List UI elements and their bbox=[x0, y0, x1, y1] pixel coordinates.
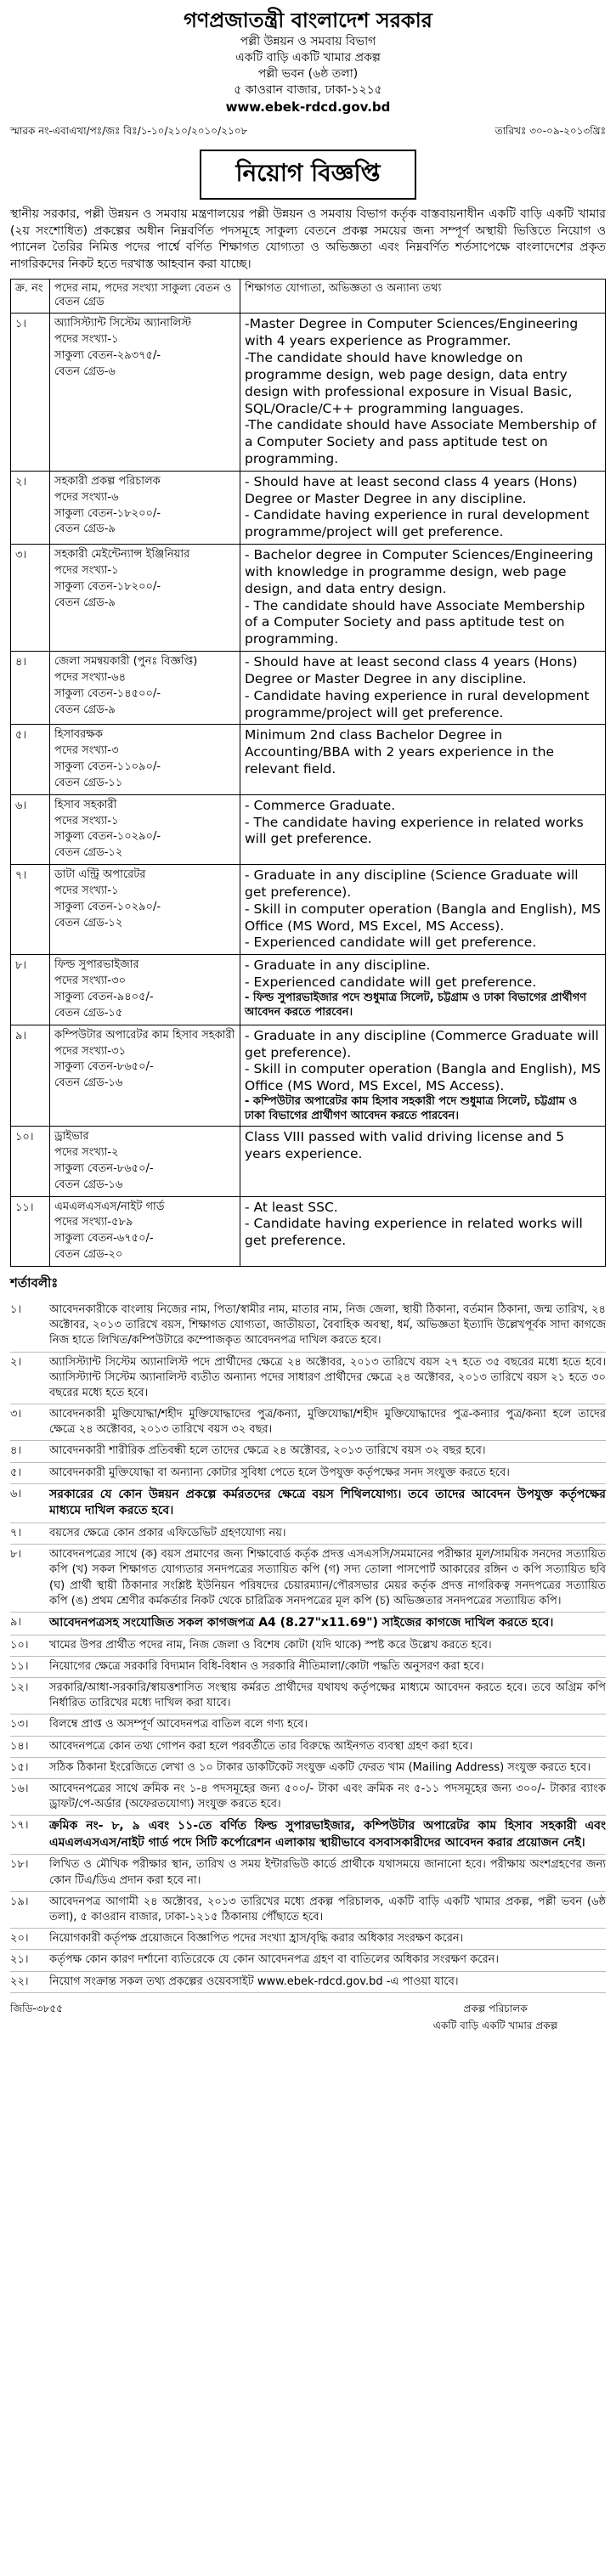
qualification-line: - The candidate having experience in related works will get preference. bbox=[245, 814, 584, 847]
term-text: নিয়োগের ক্ষেত্রে সরকারি বিদ্যমান বিধি-বিধান ও সরকারি নীতিমালা/কোটা পদ্ধতি অনুসরণ করা হবে। bbox=[49, 1659, 484, 1673]
qualification-line: -Master Degree in Computer Sciences/Engineering with 4 years experience as Programmer. bbox=[245, 316, 579, 349]
post-detail: পদের সংখ্যা-১ bbox=[54, 563, 119, 577]
post-detail: পদের সংখ্যা-৩০ bbox=[54, 974, 127, 988]
table-row bbox=[11, 794, 606, 864]
post-detail: বেতন গ্রেড-৯ bbox=[54, 703, 116, 716]
term-text: বিলম্বে প্রাপ্ত ও অসম্পূর্ণ আবেদনপত্র বাতিল বলে গণ্য হবে। bbox=[49, 1718, 308, 1731]
table-row bbox=[11, 652, 606, 725]
row-serial: ৫। bbox=[11, 725, 50, 794]
term-text: সঠিক ঠিকানা ইংরেজিতে লেখা ও ১০ টাকার ডাকটিকেট সংযুক্ত একটি ফেরত খাম (Mailing Address) সংযুক্ত করতে হবে। bbox=[49, 1760, 591, 1774]
row-qualification bbox=[240, 1196, 606, 1266]
term-number: ১৯। bbox=[10, 1895, 29, 1908]
row-post-details bbox=[50, 471, 240, 544]
qualification-line: -The candidate should have Associate Membership of a Computer Society and pass aptitude test on programming. bbox=[245, 417, 596, 466]
row-serial: ৪। bbox=[11, 652, 50, 725]
post-detail: সাকুল্য বেতন-২৯৩৭৫/- bbox=[54, 349, 161, 363]
office-address: ৫ কাওরান বাজার, ঢাকা-১২১৫ bbox=[234, 83, 382, 98]
term-item bbox=[10, 1635, 606, 1657]
row-serial: ২। bbox=[11, 471, 50, 544]
term-number: ১১। bbox=[10, 1659, 29, 1673]
term-text: লিখিত ও মৌখিক পরীক্ষার স্থান, তারিখ ও সময় ইন্টারভিউ কার্ডে প্রার্থীকে যথাসময়ে জানানো হবে। পরীক্ষায় অংশগ্রহণের জন্য কোন টিএ/ডিএ প্রদান করা হবে না। bbox=[49, 1858, 606, 1887]
post-detail: বেতন গ্রেড-১১ bbox=[54, 776, 123, 789]
qualification-line: - কম্পিউটার অপারেটর কাম হিসাব সহকারী পদে শুধুমাত্র সিলেট, চট্টগ্রাম ও ঢাকা বিভাগের প্রার্থীগণ আবেদন করতে পারবেন। bbox=[245, 1094, 578, 1122]
qualification-line: - At least SSC. bbox=[245, 1199, 338, 1215]
row-post-details bbox=[50, 545, 240, 652]
row-post-details bbox=[50, 1127, 240, 1196]
post-detail: সাকুল্য বেতন-৬৭৫০/- bbox=[54, 1232, 154, 1246]
term-number: ৫। bbox=[10, 1466, 22, 1479]
row-post-details bbox=[50, 1025, 240, 1127]
term-text: ক্রমিক নং- ৮, ৯ এবং ১১-তে বর্ণিত ফিল্ড সুপারভাইজার, কম্পিউটার অপারেটর কাম হিসাব সহকারী এবং এমএলএসএস/নাইট গার্ড পদে সিটি কর্পোরেশন এলাকায় স্থায়ীভাবে বসবাসকারীদের আবেদন করার প্রয়োজন নেই। bbox=[49, 1819, 606, 1850]
signatory bbox=[385, 2002, 606, 2036]
row-post-details bbox=[50, 725, 240, 794]
term-number: ১৩। bbox=[10, 1718, 29, 1731]
government-name: গণপ্রজাতন্ত্রী বাংলাদেশ সরকার bbox=[184, 8, 432, 32]
post-detail: সাকুল্য বেতন-৯৪০৫/- bbox=[54, 990, 154, 1003]
term-text: আবেদনকারীকে বাংলায় নিজের নাম, পিতা/স্বামীর নাম, মাতার নাম, নিজ জেলা, স্থায়ী ঠিকানা, বর্তমান ঠিকানা, জন্ম তারিখ, ২৪ অক্টোবর, ২০১৩ তারিখে বয়স, শিক্ষাগত যোগ্যতা, জাতীয়তা, বৈবাহিক অবস্থা, ধর্ম, অভিজ্ঞতা ইত্যাদি উল্লেখপূর্বক সাদা কাগজে নিজ হাতে লিখিত/কম্পিউটারে কম্পোজকৃত আবেদনপত্র দাখিল করতে হবে। bbox=[49, 1302, 606, 1347]
post-detail: বেতন গ্রেড-১৬ bbox=[54, 1178, 123, 1191]
row-qualification bbox=[240, 1127, 606, 1196]
memo-number: স্মারক নং-এবাএখা/পঃ/জঃ বিঃ/১-১০/২১০/২০১০/২১০৮ bbox=[10, 125, 248, 138]
term-item bbox=[10, 1353, 606, 1405]
term-text: নিয়োগকারী কর্তৃপক্ষ প্রয়োজনে বিজ্ঞাপিত পদের সংখ্যা হ্রাস/বৃদ্ধি করার অধিকার সংরক্ষণ করেন। bbox=[49, 1932, 464, 1946]
term-item bbox=[10, 1929, 606, 1950]
post-name: ড্রাইভার bbox=[54, 1130, 89, 1144]
table-header-row bbox=[11, 279, 606, 314]
row-qualification bbox=[240, 794, 606, 864]
row-post-details bbox=[50, 955, 240, 1025]
term-item bbox=[10, 1816, 606, 1855]
term-text: সরকারি/আধা-সরকারি/স্বায়ত্তশাসিত সংস্থায় কর্মরত প্রার্থীদের যথাযথ কর্তৃপক্ষের মাধ্যমে আবেদন করতে হবে। তবে অগ্রিম কপি নির্ধারিত তারিখের মধ্যে দাখিল করা যাবে। bbox=[49, 1681, 606, 1710]
qualification-line: - Should have at least second class 4 years (Hons) Degree or Master Degree in any discipline. bbox=[245, 654, 578, 686]
term-number: ৬। bbox=[10, 1487, 22, 1500]
qualification-line: - Candidate having experience in related works will get preference. bbox=[245, 1216, 583, 1249]
term-text: সরকারের যে কোন উন্নয়ন প্রকল্পে কর্মরতদের ক্ষেত্রে বয়স শিথিলযোগ্য। তবে তাদের আবেদন উপযুক্ত কর্তৃপক্ষের মাধ্যমে দাখিল করতে হবে। bbox=[49, 1487, 606, 1518]
row-post-details bbox=[50, 652, 240, 725]
intro-paragraph: স্থানীয় সরকার, পল্লী উন্নয়ন ও সমবায় মন্ত্রণালয়ের পল্লী উন্নয়ন ও সমবায় বিভাগ কর্তৃক বাস্তবায়নাধীন একটি বাড়ি একটি খামার (২য় সংশোধিত) প্রকল্পের অধীন নিম্নবর্ণিত পদসমূহে সাকুল্য বেতনে প্রকল্প সময়ের জন্য সম্পূর্ণ অস্থায়ী ভিত্তিতে নিয়োগ ও প্যানেল তৈরির নিমিত্ত পদের পার্শ্বে বর্ণিত শিক্ষাগত যোগ্যতা ও অভিজ্ঞতা এবং নিম্নবর্ণিত শর্তসাপেক্ষে বাংলাদেশের প্রকৃত নাগরিকদের নিকট হতে দরখাস্ত আহবান করা যাচ্ছে। bbox=[10, 207, 606, 271]
row-serial: ১০। bbox=[11, 1127, 50, 1196]
terms-list bbox=[10, 1300, 606, 1993]
term-item bbox=[10, 1737, 606, 1758]
table-row bbox=[11, 1127, 606, 1196]
term-text: আবেদনপত্রের সাথে (ক) বয়স প্রমাণের জন্য শিক্ষাবোর্ড কর্তৃক প্রদত্ত এসএসসি/সমমানের পরীক্ষার মূল/সাময়িক সনদের সত্যায়িত কপি (খ) সকল শিক্ষাগত যোগ্যতার সনদপত্রের সত্যায়িত কপি (গ) সদ্য তোলা পাসপোর্ট আকারের রঙ্গিন ৩ কপি সত্যায়িত ছবি (ঘ) প্রার্থী স্থায়ী ঠিকানার সংশ্লিষ্ট ইউনিয়ন পরিষদের চেয়ারম্যান/পৌরসভার মেয়র কর্তৃক প্রদত্ত নাগরিকত্ব সনদপত্রের সত্যায়িত কপি (ঙ) প্রথম শ্রেণীর কর্মকর্তার নিকট থেকে চারিত্রিক সনদপত্রের মূল কপি (চ) অভিজ্ঞতার সনদপত্রের সত্যায়িত কপি। bbox=[49, 1548, 606, 1607]
term-item bbox=[10, 1950, 606, 1971]
post-detail: পদের সংখ্যা-৫৮৯ bbox=[54, 1216, 133, 1229]
post-detail: সাকুল্য বেতন-১১০৯০/- bbox=[54, 760, 161, 774]
qualification-line: - Skill in computer operation (Bangla and English), MS Office (MS Word, MS Excel, MS Access). bbox=[245, 901, 602, 934]
qualification-line: - Bachelor degree in Computer Sciences/Engineering with knowledge in programme design, web page design, and data entry design. bbox=[245, 547, 594, 596]
term-text: বয়সের ক্ষেত্রে কোন প্রকার এফিডেভিট গ্রহণযোগ্য নয়। bbox=[49, 1527, 286, 1540]
term-item bbox=[10, 1441, 606, 1462]
term-item bbox=[10, 1463, 606, 1484]
signature-block bbox=[10, 2002, 606, 2036]
table-body bbox=[11, 314, 606, 1267]
qualification-line: -The candidate should have knowledge on programme design, web page design, data entry design with professional exposure in Visual Basic, SQL/Oracle/C++ programming languages. bbox=[245, 350, 573, 416]
term-number: ৯। bbox=[10, 1615, 22, 1629]
table-row bbox=[11, 865, 606, 955]
post-detail: বেতন গ্রেড-৯ bbox=[54, 596, 116, 609]
term-text: আবেদনকারী মুক্তিযোদ্ধা বা অন্যান্য কোটার সুবিধা পেতে হলে উপযুক্ত কর্তৃপক্ষের সনদ সংযুক্ত করতে হবে। bbox=[49, 1466, 510, 1479]
term-item bbox=[10, 1404, 606, 1441]
row-qualification bbox=[240, 652, 606, 725]
post-name: ফিল্ড সুপারভাইজার bbox=[54, 958, 139, 972]
post-detail: সাকুল্য বেতন-১৮২০০/- bbox=[54, 579, 161, 593]
term-number: ১৫। bbox=[10, 1760, 29, 1774]
post-name: জেলা সমন্বয়কারী (পুনঃ বিজ্ঞপ্তি) bbox=[54, 655, 198, 669]
qualification-line: Class VIII passed with valid driving license and 5 years experience. bbox=[245, 1129, 565, 1162]
post-detail: পদের সংখ্যা-১ bbox=[54, 333, 119, 347]
term-item bbox=[10, 1657, 606, 1678]
term-number: ১। bbox=[10, 1302, 22, 1316]
post-detail: পদের সংখ্যা-৬৪ bbox=[54, 670, 127, 684]
project-name: একটি বাড়ি একটি খামার প্রকল্প bbox=[235, 51, 381, 65]
term-item bbox=[10, 1523, 606, 1545]
term-text: অ্যাসিস্ট্যান্ট সিস্টেম অ্যানালিস্ট পদে প্রার্থীদের ক্ষেত্রে ২৪ অক্টোবর, ২০১৩ তারিখে বয়স ২৭ হতে ৩৫ বছরের মধ্যে হতে হবে। অ্যাসিস্ট্যান্ট সিস্টেম অ্যানালিস্ট ব্যতীত অন্যান্য পদের সাধারণ প্রার্থীদের ক্ষেত্রে ২৪ অক্টোবর, ২০১৩ তারিখে বয়স ২১ হতে ৩০ বছরের মধ্যে হতে হবে। bbox=[49, 1355, 606, 1399]
qualification-line: - The candidate should have Associate Membership of a Computer Society and pass aptitude test on programming. bbox=[245, 597, 585, 647]
post-detail: পদের সংখ্যা-১ bbox=[54, 814, 119, 828]
post-detail: পদের সংখ্যা-৩ bbox=[54, 744, 119, 758]
term-item bbox=[10, 1678, 606, 1715]
table-row bbox=[11, 725, 606, 794]
signatory-project: একটি বাড়ি একটি খামার প্রকল্প bbox=[432, 2019, 558, 2031]
term-number: ১৭। bbox=[10, 1819, 29, 1833]
row-qualification bbox=[240, 725, 606, 794]
term-number: ৩। bbox=[10, 1408, 22, 1421]
term-item bbox=[10, 1972, 606, 1993]
gd-code: জিডি-৩৮৫৫ bbox=[10, 2002, 63, 2014]
post-detail: বেতন গ্রেড-২০ bbox=[54, 1248, 123, 1262]
post-detail: সাকুল্য বেতন-১৮২০০/- bbox=[54, 506, 161, 520]
post-detail: বেতন গ্রেড-৬ bbox=[54, 364, 116, 378]
table-row bbox=[11, 314, 606, 471]
row-post-details bbox=[50, 1196, 240, 1266]
header-qualification: শিক্ষাগত যোগ্যতা, অভিজ্ঞতা ও অন্যান্য তথ্য bbox=[240, 279, 606, 314]
term-text: খামের উপর প্রার্থীত পদের নাম, নিজ জেলা ও বিশেষ কোটা (যদি থাকে) স্পষ্ট করে উল্লেখ করতে হবে। bbox=[49, 1638, 492, 1652]
post-name: হিসাব সহকারী bbox=[54, 798, 117, 811]
header-post: পদের নাম, পদের সংখ্যা সাকুল্য বেতন ও বেতন গ্রেড bbox=[50, 279, 240, 314]
post-name: অ্যাসিস্ট্যান্ট সিস্টেম অ্যানালিস্ট bbox=[54, 317, 192, 330]
term-number: ৪। bbox=[10, 1444, 22, 1458]
post-detail: সাকুল্য বেতন-১০২৯০/- bbox=[54, 830, 161, 844]
post-detail: পদের সংখ্যা-৩১ bbox=[54, 1044, 127, 1058]
term-item bbox=[10, 1613, 606, 1635]
title-wrapper bbox=[10, 150, 606, 200]
post-detail: সাকুল্য বেতন-৮৬৫০/- bbox=[54, 1161, 154, 1175]
row-qualification bbox=[240, 545, 606, 652]
row-post-details bbox=[50, 314, 240, 471]
letterhead bbox=[10, 7, 606, 116]
table-row bbox=[11, 955, 606, 1025]
row-qualification bbox=[240, 865, 606, 955]
post-detail: পদের সংখ্যা-১ bbox=[54, 884, 119, 897]
term-text: আবেদনকারী শারীরিক প্রতিবন্ধী হলে তাদের ক্ষেত্রে ২৪ অক্টোবর, ২০১৩ তারিখে বয়স ৩২ বছর হবে। bbox=[49, 1444, 486, 1458]
post-name: হিসাবরক্ষক bbox=[54, 728, 103, 742]
row-serial: ৩। bbox=[11, 545, 50, 652]
post-detail: বেতন গ্রেড-৯ bbox=[54, 523, 116, 536]
post-detail: সাকুল্য বেতন-১০২৯০/- bbox=[54, 900, 161, 913]
table-row bbox=[11, 1196, 606, 1266]
post-name: এমএলএসএস/নাইট গার্ড bbox=[54, 1200, 165, 1213]
qualification-line: - Graduate in any discipline (Commerce Graduate will get preference). bbox=[245, 1027, 599, 1060]
ministry-name: পল্লী উন্নয়ন ও সমবায় বিভাগ bbox=[240, 35, 376, 49]
row-serial: ১। bbox=[11, 314, 50, 471]
row-qualification bbox=[240, 314, 606, 471]
row-post-details bbox=[50, 865, 240, 955]
term-number: ২। bbox=[10, 1355, 22, 1369]
header-serial: ক্র. নং bbox=[11, 279, 50, 314]
term-text: আবেদনপত্রে কোন তথ্য গোপন করা হলে পরবর্তীতে তার বিরুদ্ধে আইনগত ব্যবস্থা গ্রহণ করা হবে। bbox=[49, 1739, 473, 1753]
qualification-line: - Candidate having experience in rural development programme/project will get preference. bbox=[245, 507, 590, 540]
row-post-details bbox=[50, 794, 240, 864]
vacancy-table bbox=[10, 279, 606, 1267]
qualification-line: - Experienced candidate will get preference. bbox=[245, 935, 537, 951]
term-number: ১৮। bbox=[10, 1858, 29, 1872]
term-number: ১২। bbox=[10, 1681, 29, 1694]
term-text: আবেদনপত্র আগামী ২৪ অক্টোবর, ২০১৩ তারিখের মধ্যে প্রকল্প পরিচালক, একটি বাড়ি একটি খামার প্রকল্প, পল্লী ভবন (৬ষ্ঠ তলা), ৫ কাওরান বাজার, ঢাকা-১২১৫ ঠিকানায় পৌঁছাতে হবে। bbox=[49, 1895, 606, 1924]
term-text: নিয়োগ সংক্রান্ত সকল তথ্য প্রকল্পের ওয়েবসাইট www.ebek-rdcd.gov.bd -এ পাওয়া যাবে। bbox=[49, 1974, 459, 1988]
term-number: ১৪। bbox=[10, 1739, 29, 1753]
post-detail: বেতন গ্রেড-১২ bbox=[54, 846, 123, 860]
row-qualification bbox=[240, 1025, 606, 1127]
term-number: ১৬। bbox=[10, 1782, 29, 1795]
row-serial: ৬। bbox=[11, 794, 50, 864]
post-detail: বেতন গ্রেড-১৬ bbox=[54, 1076, 123, 1090]
table-row bbox=[11, 471, 606, 544]
term-item bbox=[10, 1779, 606, 1816]
row-serial: ৯। bbox=[11, 1025, 50, 1127]
row-qualification bbox=[240, 471, 606, 544]
reference-row bbox=[10, 124, 606, 141]
terms-title: শর্তাবলীঃ bbox=[10, 1274, 59, 1291]
building-name: পল্লী ভবন (৬ষ্ঠ তলা) bbox=[257, 67, 359, 82]
post-detail: বেতন গ্রেড-১২ bbox=[54, 916, 123, 929]
website-link[interactable]: www.ebek-rdcd.gov.bd bbox=[225, 99, 391, 115]
post-detail: পদের সংখ্যা-২ bbox=[54, 1146, 119, 1160]
row-serial: ১১। bbox=[11, 1196, 50, 1266]
term-number: ২০। bbox=[10, 1932, 29, 1946]
term-number: ৮। bbox=[10, 1548, 22, 1562]
table-row bbox=[11, 1025, 606, 1127]
row-serial: ৭। bbox=[11, 865, 50, 955]
term-item bbox=[10, 1484, 606, 1523]
term-item bbox=[10, 1545, 606, 1613]
post-name: ডাটা এন্ট্রি অপারেটর bbox=[54, 868, 146, 882]
qualification-line: - Skill in computer operation (Bangla and English), MS Office (MS Word, MS Excel, MS Access). bbox=[245, 1061, 602, 1094]
post-detail: বেতন গ্রেড-১৫ bbox=[54, 1006, 123, 1020]
qualification-line: - Experienced candidate will get preference. bbox=[245, 974, 537, 991]
post-detail: সাকুল্য বেতন-৮৬৫০/- bbox=[54, 1060, 154, 1074]
term-text: কর্তৃপক্ষ কোন কারণ দর্শানো ব্যতিরেকে যে কোন আবেদনপত্র গ্রহণ বা বাতিলের অধিকার সংরক্ষণ করেন। bbox=[49, 1953, 500, 1967]
row-qualification bbox=[240, 955, 606, 1025]
term-number: ২২। bbox=[10, 1974, 29, 1988]
term-item bbox=[10, 1300, 606, 1353]
signatory-title: প্রকল্প পরিচালক bbox=[463, 2002, 528, 2014]
term-item bbox=[10, 1715, 606, 1736]
qualification-line: - Commerce Graduate. bbox=[245, 797, 396, 813]
memo-date: তারিখঃ ৩০-০৯-২০১৩খ্রিঃ bbox=[494, 125, 606, 138]
table-row bbox=[11, 545, 606, 652]
term-item bbox=[10, 1892, 606, 1929]
term-text: আবেদনকারী মুক্তিযোদ্ধা/শহীদ মুক্তিযোদ্ধাদের পুত্র/কন্যা, মুক্তিযোদ্ধা/শহীদ মুক্তিযোদ্ধাদের পুত্র-কন্যার পুত্র/কন্যা হলে তাদের ক্ষেত্রে ২৪ অক্টোবর, ২০১৩ তারিখে বয়স ৩২ বছর। bbox=[49, 1408, 606, 1437]
term-item bbox=[10, 1758, 606, 1779]
post-name: সহকারী মেইন্টেন্যান্স ইঞ্জিনিয়ার bbox=[54, 548, 190, 562]
qualification-line: Minimum 2nd class Bachelor Degree in Accounting/BBA with 2 years experience in the relevant field. bbox=[245, 727, 555, 777]
term-text: আবেদনপত্রের সাথে ক্রমিক নং ১-৪ পদসমূহের জন্য ৫০০/- টাকা এবং ক্রমিক নং ৫-১১ পদসমূহের জন্য ৩০০/- টাকার ব্যাংক ড্রাফট/পে-অর্ডার (অফেরতযোগ্য) সংযুক্ত করতে হবে। bbox=[49, 1782, 606, 1811]
qualification-line: - Graduate in any discipline. bbox=[245, 958, 431, 974]
term-number: ২১। bbox=[10, 1953, 29, 1967]
term-item bbox=[10, 1855, 606, 1891]
row-serial: ৮। bbox=[11, 955, 50, 1025]
term-text: আবেদনপত্রসহ সংযোজিত সকল কাগজপত্র A4 (8.27"x11.69") সাইজের কাগজে দাখিল করতে হবে। bbox=[49, 1615, 554, 1630]
post-name: কম্পিউটার অপারেটর কাম হিসাব সহকারী bbox=[54, 1028, 235, 1042]
qualification-line: - Candidate having experience in rural development programme/project will get preference. bbox=[245, 687, 590, 720]
qualification-line: - Graduate in any discipline (Science Graduate will get preference). bbox=[245, 867, 579, 900]
qualification-line: - Should have at least second class 4 years (Hons) Degree or Master Degree in any discipline. bbox=[245, 473, 578, 506]
post-name: সহকারী প্রকল্প পরিচালক bbox=[54, 474, 161, 488]
page-title: নিয়োগ বিজ্ঞপ্তি bbox=[200, 150, 415, 200]
post-detail: পদের সংখ্যা-৬ bbox=[54, 490, 119, 504]
post-detail: সাকুল্য বেতন-১৪৫০০/- bbox=[54, 686, 161, 700]
term-number: ১০। bbox=[10, 1638, 29, 1652]
qualification-line: - ফিল্ড সুপারভাইজার পদে শুধুমাত্র সিলেট, চট্টগ্রাম ও ঢাকা বিভাগের প্রার্থীগণ আবেদন করতে পারবেন। bbox=[245, 991, 587, 1019]
term-number: ৭। bbox=[10, 1527, 22, 1540]
